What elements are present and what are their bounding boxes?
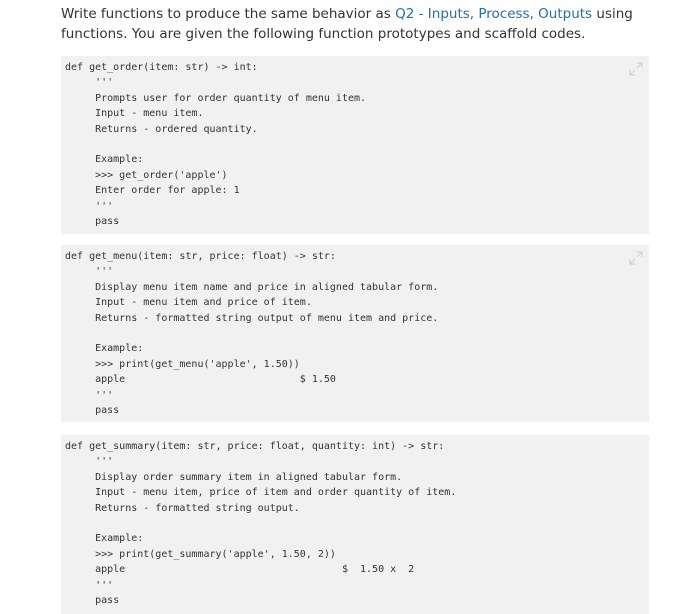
code-block-get-summary	[61, 435, 649, 614]
q2-link[interactable]: Q2 - Inputs, Process, Outputs	[395, 6, 593, 22]
expand-icon[interactable]	[629, 62, 643, 76]
intro-paragraph	[61, 5, 661, 44]
code-text: def get_summary(item: str, price: float, quantity: int) -> str: ''' Display order summary item in aligned tabular form. Input - menu item, price of item and order quantity of item. Returns - formatted string output. Example: >>> print(get_summary('apple', 1.50, 2)) apple $ 1.50 x 2 ''' pass	[65, 441, 457, 607]
code-text: def get_menu(item: str, price: float) -> str: ''' Display menu item name and price in aligned tabular form. Input - menu item and price of item. Returns - formatted string output of menu item and price. Example: >>> print(get_menu('apple', 1.50)) apple $ 1.50 ''' pass	[65, 251, 439, 417]
code-block-get-menu	[61, 245, 649, 422]
intro-text-before: Write functions to produce the same behavior as	[61, 6, 396, 22]
intro-text-after: using functions. You are given the following function prototypes and scaffold codes.	[61, 6, 633, 42]
expand-icon[interactable]	[629, 251, 643, 265]
code-block-get-order	[61, 56, 649, 234]
code-text: def get_order(item: str) -> int: ''' Prompts user for order quantity of menu item. Input - menu item. Returns - ordered quantity. Example: >>> get_order('apple') Enter order for apple: 1 ''' pass	[65, 62, 367, 228]
